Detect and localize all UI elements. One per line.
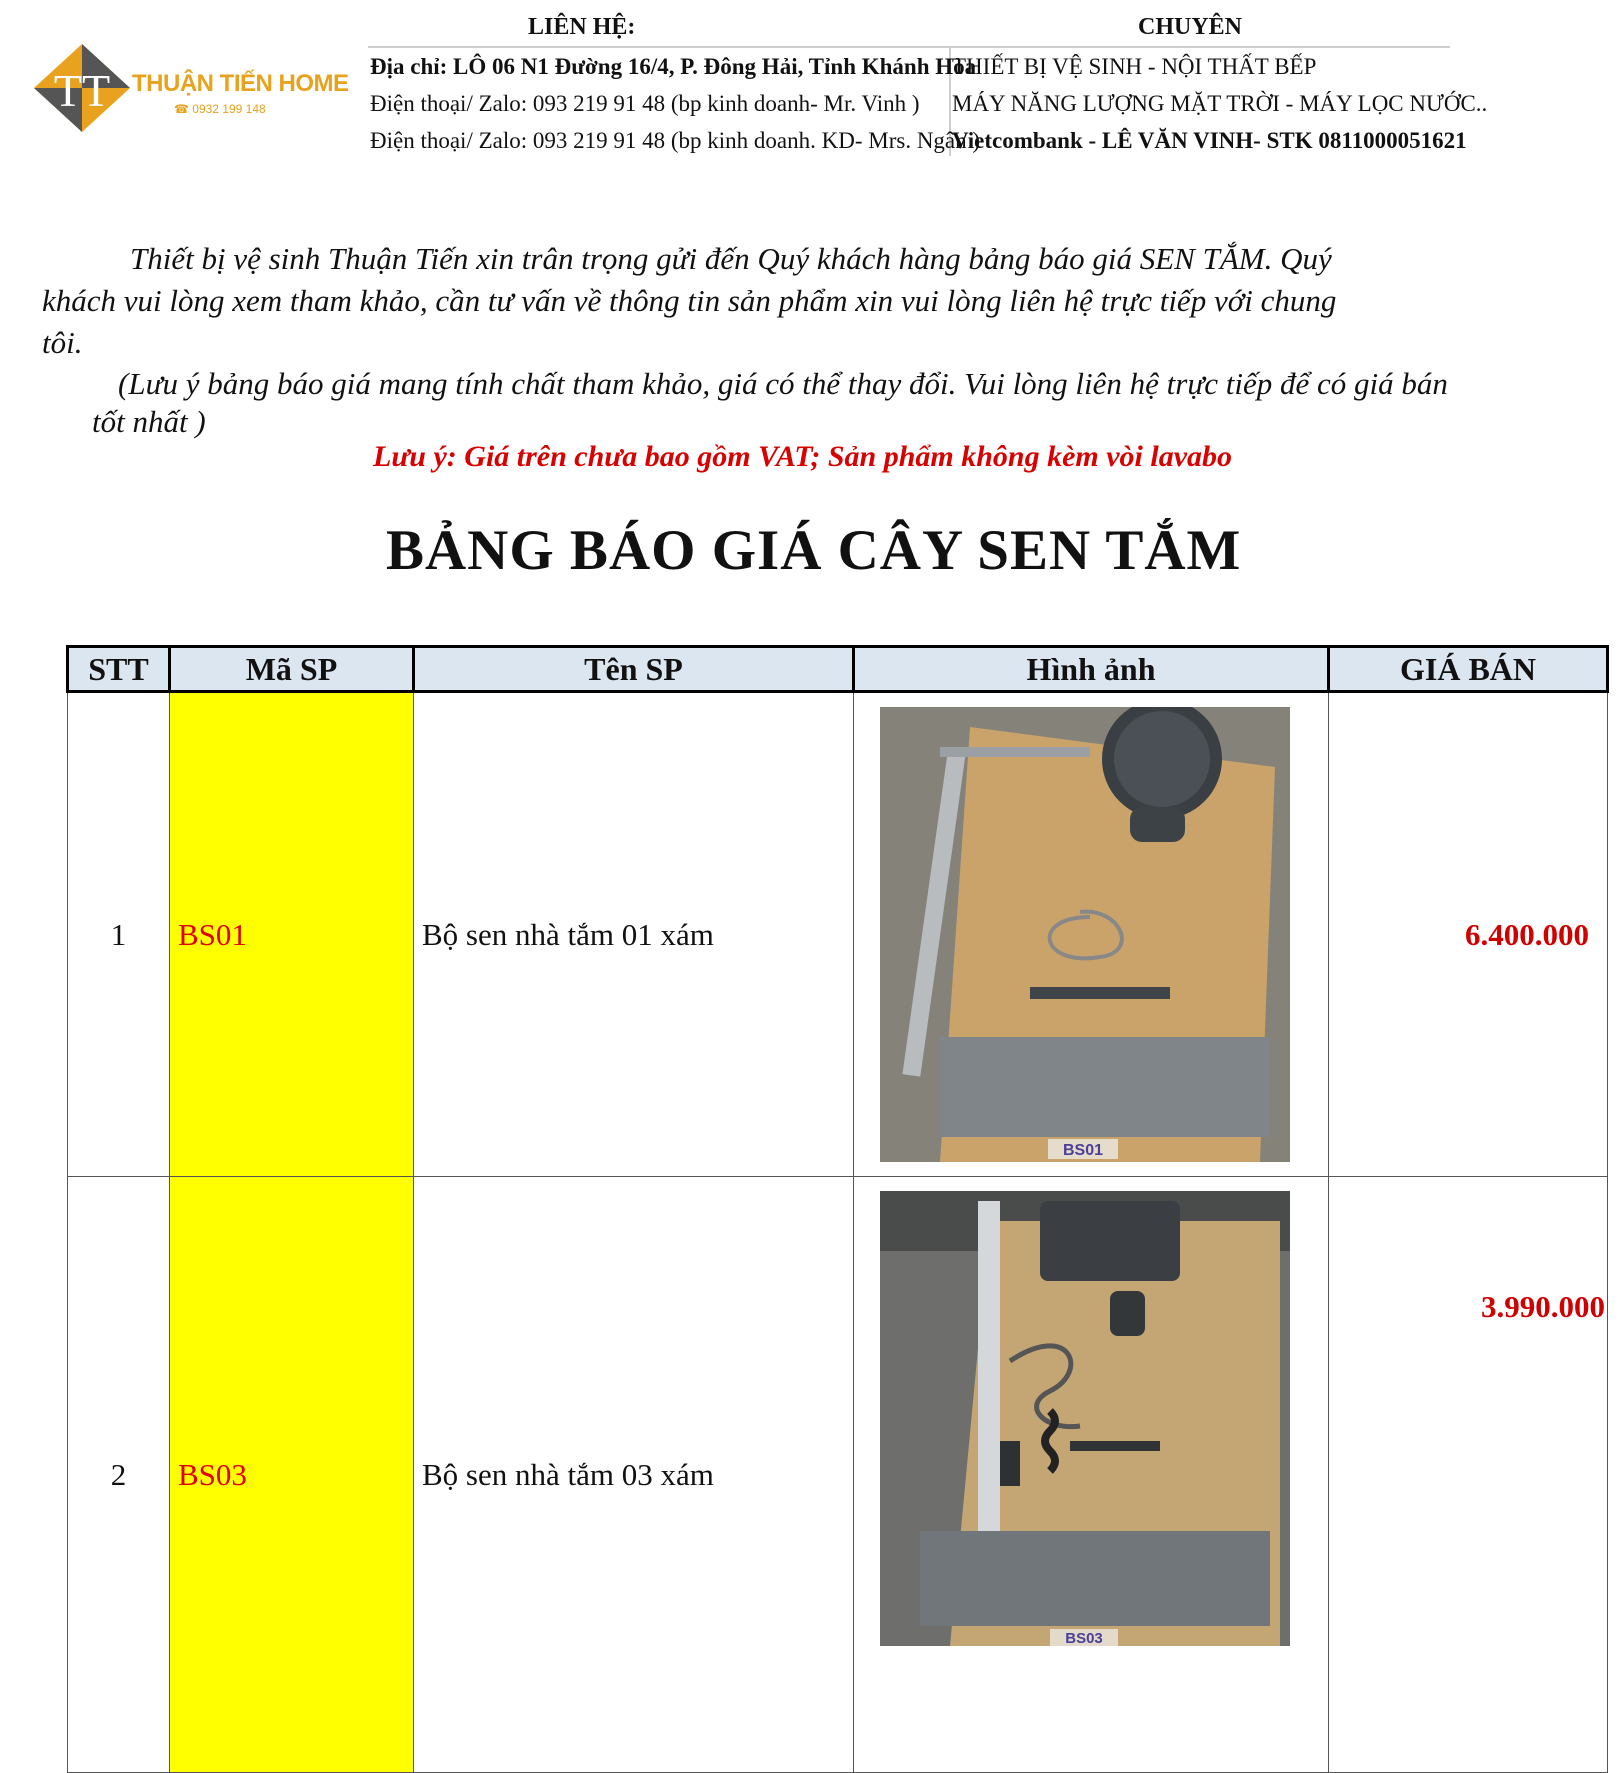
photo-label: BS03 xyxy=(1065,1630,1103,1646)
vat-note: Lưu ý: Giá trên chưa bao gồm VAT; Sản phẩm không kèm vòi lavabo xyxy=(373,440,1233,473)
brand-phone-number: 0932 199 148 xyxy=(192,102,266,116)
intro-line-1: Thiết bị vệ sinh Thuận Tiến xin trân trọng gửi đến Quý khách hàng bảng báo giá SEN TẮM. Quý xyxy=(130,241,1332,276)
row-price: 3.990.000 xyxy=(1329,1177,1608,1773)
brand-phone xyxy=(174,102,266,116)
row-price: 6.400.000 xyxy=(1329,692,1608,1177)
table-row xyxy=(68,1177,1608,1773)
row-image-cell xyxy=(854,692,1329,1177)
row-stt: 1 xyxy=(68,692,170,1177)
table-row xyxy=(68,692,1608,1177)
contact-phone-2: Điện thoại/ Zalo: 093 219 91 48 (bp kinh doanh. KD- Mrs. Ngân ) xyxy=(370,128,981,153)
specialty-line-1: THIẾT BỊ VỆ SINH - NỘI THẤT BẾP xyxy=(952,54,1317,79)
header-name: Tên SP xyxy=(414,647,854,692)
phone-icon: ☎ xyxy=(174,102,193,116)
intro-line-2: khách vui lòng xem tham khảo, cần tư vấn về thông tin sản phẩm xin vui lòng liên hệ trực tiếp với chung xyxy=(42,283,1337,318)
contact-address: Địa chỉ: LÔ 06 N1 Đường 16/4, P. Đông Hải, Tỉnh Khánh Hòa xyxy=(370,54,977,79)
row-code: BS03 xyxy=(170,1177,414,1773)
header-stt: STT xyxy=(68,647,170,692)
photo-label: BS01 xyxy=(1062,1142,1104,1159)
contact-heading: LIÊN HỆ: xyxy=(528,14,636,40)
table-header-row xyxy=(68,647,1608,692)
logo-letters: TT xyxy=(53,65,111,116)
intro-line-3: tôi. xyxy=(42,325,83,360)
bank-info: Vietcombank - LÊ VĂN VINH- STK 0811000051621 xyxy=(952,128,1467,153)
brand-name: THUẬN TIẾN HOME xyxy=(132,70,349,97)
header-price: GIÁ BÁN xyxy=(1329,647,1608,692)
product-photo xyxy=(880,1191,1290,1646)
product-photo xyxy=(880,707,1290,1162)
row-name: Bộ sen nhà tắm 03 xám xyxy=(414,1177,854,1773)
row-stt: 2 xyxy=(68,1177,170,1773)
row-name: Bộ sen nhà tắm 01 xám xyxy=(414,692,854,1177)
specialty-heading: CHUYÊN xyxy=(1138,14,1243,40)
header-image: Hình ảnh xyxy=(854,647,1329,692)
row-code: BS01 xyxy=(170,692,414,1177)
specialty-line-2: MÁY NĂNG LƯỢNG MẶT TRỜI - MÁY LỌC NƯỚC.. xyxy=(952,91,1488,116)
disclaimer-line-1: (Lưu ý bảng báo giá mang tính chất tham khảo, giá có thể thay đổi. Vui lòng liên hệ trực tiếp để có giá bán xyxy=(118,366,1448,401)
row-image-cell xyxy=(854,1177,1329,1773)
price-table xyxy=(66,645,1609,1773)
page-title: BẢNG BÁO GIÁ CÂY SEN TẮM xyxy=(386,519,1242,582)
contact-phone-1: Điện thoại/ Zalo: 093 219 91 48 (bp kinh doanh- Mr. Vinh ) xyxy=(370,91,920,116)
disclaimer-line-2: tốt nhất ) xyxy=(92,404,206,439)
brand-logo xyxy=(32,44,362,134)
logo-diamond-icon xyxy=(32,44,132,134)
header-code: Mã SP xyxy=(170,647,414,692)
header-rule xyxy=(368,46,1450,48)
